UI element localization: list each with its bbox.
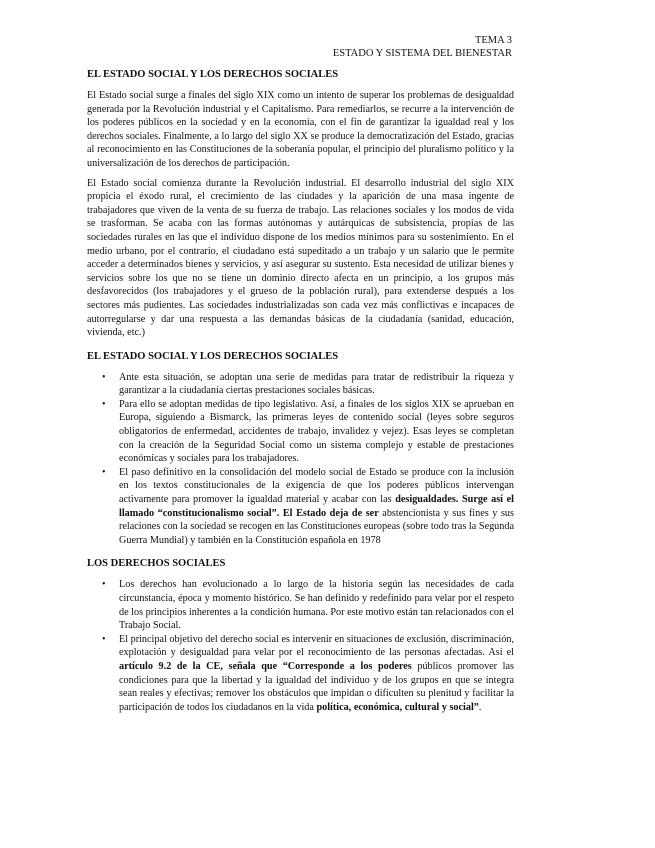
bullet-icon: • [102,466,106,478]
bullet-icon: • [102,371,106,383]
paragraph-revolucion-industrial: El Estado social comienza durante la Revolución industrial. El desarrollo industrial del siglo XIX propicia el éxodo rural, el crecimiento de las ciudades y la aparición de una masa ingente de trabajadores que viven de la venta de su fuerza de trabajo. Las relaciones sociales y los modos de vida se trasforman. Se acaba con las formas autónomas y autárquicas de subsistencia, propias de las sociedades rurales en las que el individuo dispone de los medios mínimos para su sostenimiento. En el medio urbano, por el contrario, el ciudadano está supeditado a un trabajo y un salario que le permite acceder a determinados bienes y servicios, y así asegurar su sustento. Esta necesidad de utilizar bienes y servicios sobre los que no se tiene un dominio directo afecta en un principio, a los grupos más desfavorecidos (los trabajadores y el grueso de la población rural), para extenderse después a los sectores más pudientes. Las sociedades industrializadas son cada vez más conflictivas e incapaces de autorregularse y dar una respuesta a las demandas básicas de la ciudadanía (sanidad, educación, vivienda, etc.) [87,177,514,339]
paragraph-origen-estado-social: El Estado social surge a finales del siglo XIX como un intento de superar los problemas de desigualdad generada por la Revolución industrial y el Capitalismo. Para remediarlos, se recurre a la intervención de los poderes públicos en la sociedad y en la economía, con el fin de garantizar la igualdad real y los derechos sociales. Finalmente, a lo largo del siglo XX se produce la democratización del Estado, gracias al reconocimiento en las Constituciones de la soberanía popular, el principio del pluralismo político y la universalización de los derechos de participación. [87,90,514,169]
section-title-estado-social-2: EL ESTADO SOCIAL Y LOS DERECHOS SOCIALES [87,350,339,362]
bullet-list-medidas [87,371,514,548]
list-item [87,578,514,632]
list-item [87,371,514,398]
list-item [87,633,514,715]
bullet-text-bold: política, económica, cultural y social” [316,701,479,713]
bullet-text: Para ello se adoptan medidas de tipo legislativo. Así, a finales de los siglos XIX se aprueban en Europa, siguiendo a Bismarck, las primeras leyes de contenido social (leyes sobre seguros obligatorios de enfermedad, accidentes de trabajo, invalidez y vejez). Esas leyes se completan con la creación de la Seguridad Social como un sistema complejo y estable de prestaciones económicas y sociales para los trabajadores. [119,398,514,465]
bullet-text: Ante esta situación, se adoptan una serie de medidas para tratar de redistribuir la riqueza y garantizar a la ciudadanía ciertas prestaciones sociales básicas. [119,371,514,397]
header-topic-number: TEMA 3 [474,35,512,46]
bullet-icon: • [102,398,106,410]
section-title-derechos-sociales: LOS DERECHOS SOCIALES [87,558,226,570]
list-item [87,398,514,466]
section-title-estado-social: EL ESTADO SOCIAL Y LOS DERECHOS SOCIALES [87,69,339,80]
bullet-list-derechos [87,578,514,714]
header-topic-title: ESTADO Y SISTEMA DEL BIENESTAR [332,48,512,59]
bullet-text: públicos promover las condiciones para que la libertad y la igualdad del individuo y de los grupos en que se integra sean reales y efectivas; remover los obstáculos que impidan o dificulten su plenitud y facilitar la participación de todos los ciudadanos en la vida [119,660,514,713]
bullet-text: abstencionista y sus fines y sus relaciones con la sociedad se recogen en las Constituciones europeas (sobre todo tras la Segunda Guerra Mundial) y también en la Constitución española en 1978 [119,507,514,546]
bullet-text-bold: desigualdades. Surge así el llamado “constitucionalismo social”. El Estado deja de ser [119,494,514,519]
bullet-icon: • [102,633,106,645]
bullet-text-bold: artículo 9.2 de la CE, señala que “Corresponde a los poderes [119,660,412,672]
bullet-text: Los derechos han evolucionado a lo largo de la historia según las necesidades de cada circunstancia, época y momento histórico. Se han definido y redefinido para velar por el respeto de los principios inherentes a la condición humana. Por este motivo están tan relacionados con el Trabajo Social. [119,579,514,632]
bullet-text: El principal objetivo del derecho social es intervenir en situaciones de exclusión, discriminación, explotación y desigualdad para velar por el reconocimiento de las personas afectadas. Así el [119,633,514,659]
bullet-icon: • [102,579,106,591]
document-body [87,68,514,714]
running-header [333,34,512,60]
bullet-text: El paso definitivo en la consolidación del modelo social de Estado se produce con la inclusión en los textos constitucionales de la exigencia de que los poderes públicos intervengan activamente para promover la igualdad material y acabar con las [119,466,514,506]
bullet-text: . [478,701,482,713]
list-item [87,466,514,548]
